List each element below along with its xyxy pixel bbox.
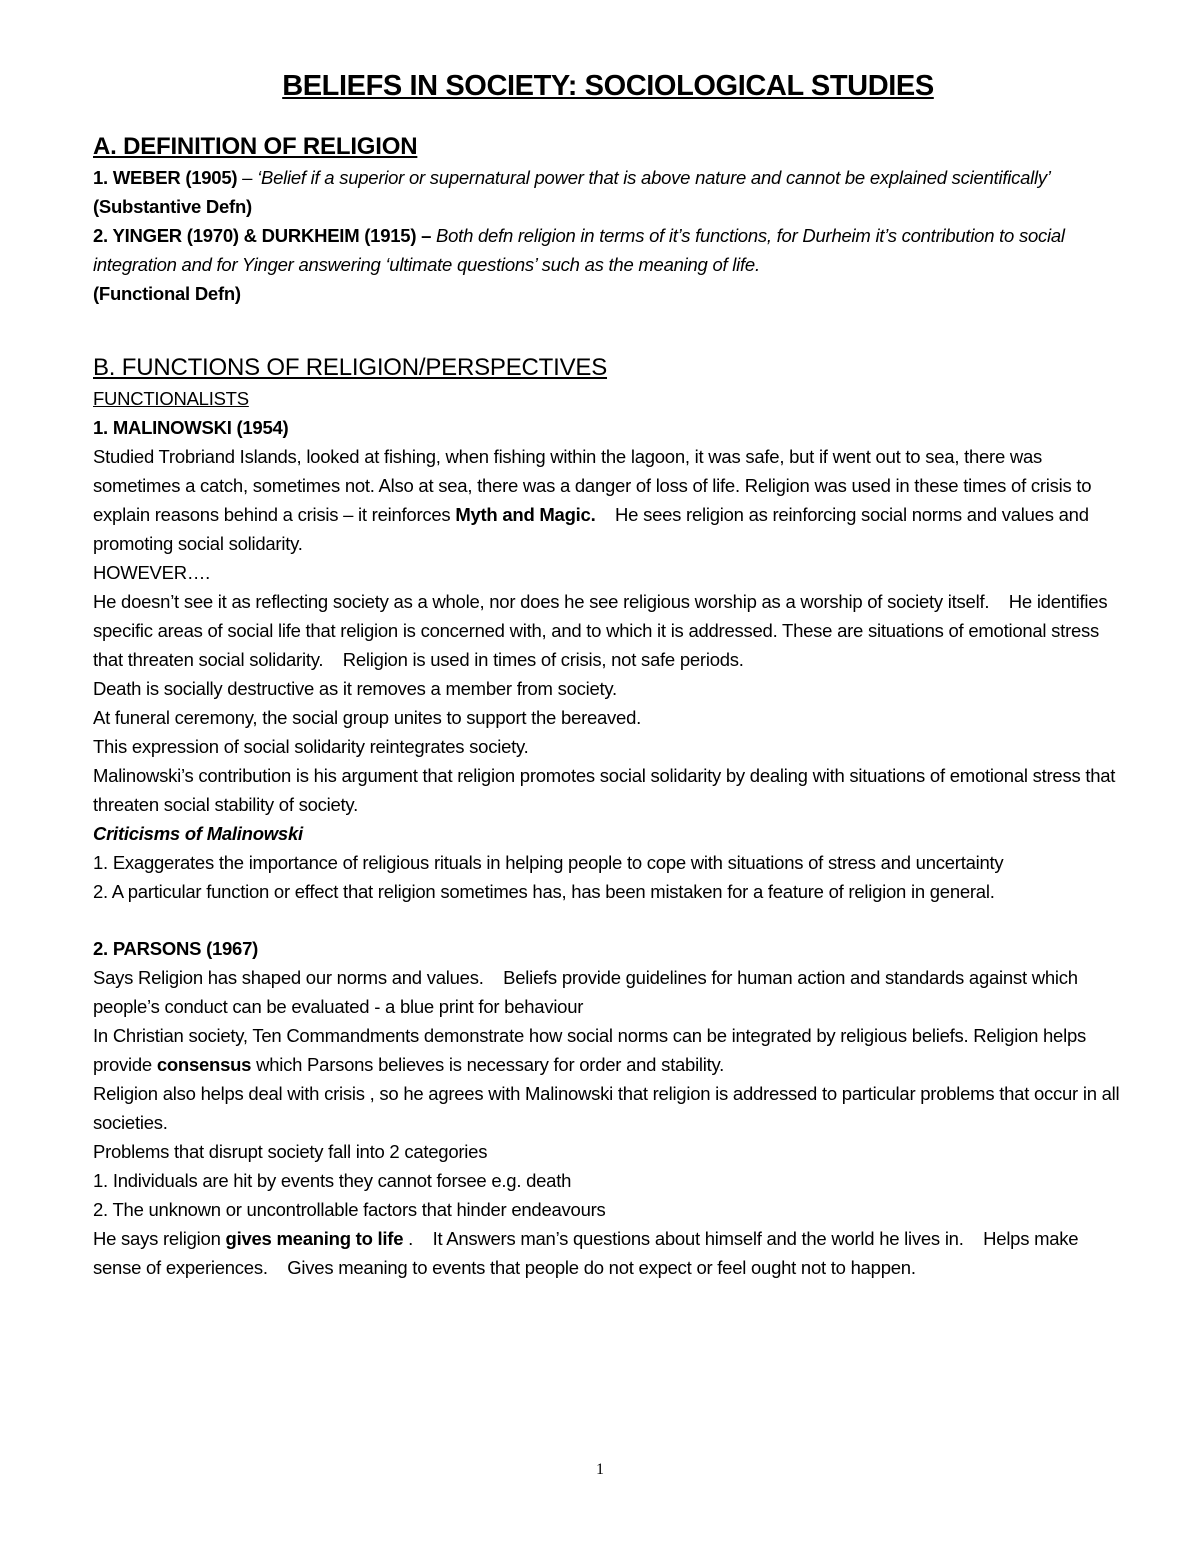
malinowski-para2: He doesn’t see it as reflecting society as a whole, nor does he see religious worship as a worship of society itself. He identifies specific areas of social life that religion is concerned with, and to which it is addressed. These are situations of emotional stress that threaten social solidarity. Religion is used in times of crisis, not safe periods.	[93, 591, 1113, 670]
problems-intro: Problems that disrupt society fall into 2 categories	[93, 1141, 488, 1162]
weber-quote: ‘Belief if a superior or supernatural power that is above nature and cannot be explained scientifically’	[257, 167, 1051, 188]
section-a-heading: A. DEFINITION OF RELIGION	[93, 133, 418, 160]
parsons-heading: 2. PARSONS (1967)	[93, 938, 259, 959]
criticism-2: 2. A particular function or effect that religion sometimes has, has been mistaken for a feature of religion in general.	[93, 881, 995, 902]
malinowski-contribution: Malinowski’s contribution is his argument that religion promotes social solidarity by dealing with situations of emotional stress that threaten social stability of society.	[93, 765, 1116, 815]
section-b-heading: B. FUNCTIONS OF RELIGION/PERSPECTIVES	[93, 354, 608, 381]
myth-and-magic: Myth and Magic.	[455, 504, 596, 525]
yinger-definition	[93, 221, 1123, 308]
weber-tag: (Substantive Defn)	[93, 196, 252, 217]
yinger-label: 2. YINGER (1970) & DURKHEIM (1915) –	[93, 225, 432, 246]
malinowski-para1	[93, 442, 1123, 558]
functionalists-subheading: FUNCTIONALISTS	[93, 388, 249, 409]
criticism-1: 1. Exaggerates the importance of religious rituals in helping people to cope with situations of stress and uncertainty	[93, 852, 1004, 873]
weber-definition	[93, 163, 1123, 221]
malinowski-heading: 1. MALINOWSKI (1954)	[93, 417, 289, 438]
parsons-para1: Says Religion has shaped our norms and values. Beliefs provide guidelines for human action and standards against which people’s conduct can be evaluated - a blue print for behaviour	[93, 967, 1083, 1017]
consensus-term: consensus	[156, 1054, 252, 1075]
weber-label: 1. WEBER (1905)	[93, 167, 238, 188]
weber-dash: –	[237, 167, 258, 188]
criticisms-heading: Criticisms of Malinowski	[93, 823, 303, 844]
parsons-para4	[93, 1224, 1123, 1282]
problem-1: 1. Individuals are hit by events they cannot forsee e.g. death	[93, 1170, 572, 1191]
parsons-para2	[93, 1021, 1123, 1079]
malinowski-funeral-line: At funeral ceremony, the social group unites to support the bereaved.	[93, 707, 642, 728]
problem-2: 2. The unknown or uncontrollable factors that hinder endeavours	[93, 1199, 606, 1220]
parsons-para2-text: In Christian society, Ten Commandments demonstrate how social norms can be integrated by religious beliefs. Religion helps provide	[93, 1025, 1086, 1075]
yinger-tag: (Functional Defn)	[93, 283, 241, 304]
document-page	[93, 70, 1123, 1282]
document-title: BELIEFS IN SOCIETY: SOCIOLOGICAL STUDIES	[282, 70, 934, 102]
spacer	[93, 906, 1123, 934]
malinowski-para1-end: He sees religion as reinforcing social norms and values and promoting social solidarity.	[93, 504, 1094, 554]
section-a	[93, 131, 1123, 308]
parsons-para2-end: which Parsons believes is necessary for order and stability.	[251, 1054, 725, 1075]
gives-meaning-term: gives meaning to life	[225, 1228, 404, 1249]
however-label: HOWEVER….	[93, 562, 210, 583]
parsons-para3: Religion also helps deal with crisis , so he agrees with Malinowski that religion is addressed to particular problems that occur in all societies.	[93, 1083, 1120, 1133]
yinger-text: Both defn religion in terms of it’s functions, for Durheim it’s contribution to social integration and for Yinger answering ‘ultimate questions’ such as the meaning of life.	[93, 225, 1065, 275]
malinowski-expression-line: This expression of social solidarity reintegrates society.	[93, 736, 529, 757]
malinowski-para1-text: Studied Trobriand Islands, looked at fishing, when fishing within the lagoon, it was safe, but if went out to sea, there was sometimes a catch, sometimes not. Also at sea, there was a danger of loss of life. Religion was used in these times of crisis to explain reasons behind a crisis – it reinforces	[93, 446, 1092, 525]
malinowski-death-line: Death is socially destructive as it removes a member from society.	[93, 678, 617, 699]
page-number: 1	[596, 1461, 604, 1478]
parsons-para4-end: . It Answers man’s questions about himself and the world he lives in. Helps make sense of experiences. Gives meaning to events that people do not expect or feel ought not to happen.	[93, 1228, 1084, 1278]
parsons-para4-text: He says religion	[93, 1228, 226, 1249]
section-b	[93, 352, 1123, 1282]
